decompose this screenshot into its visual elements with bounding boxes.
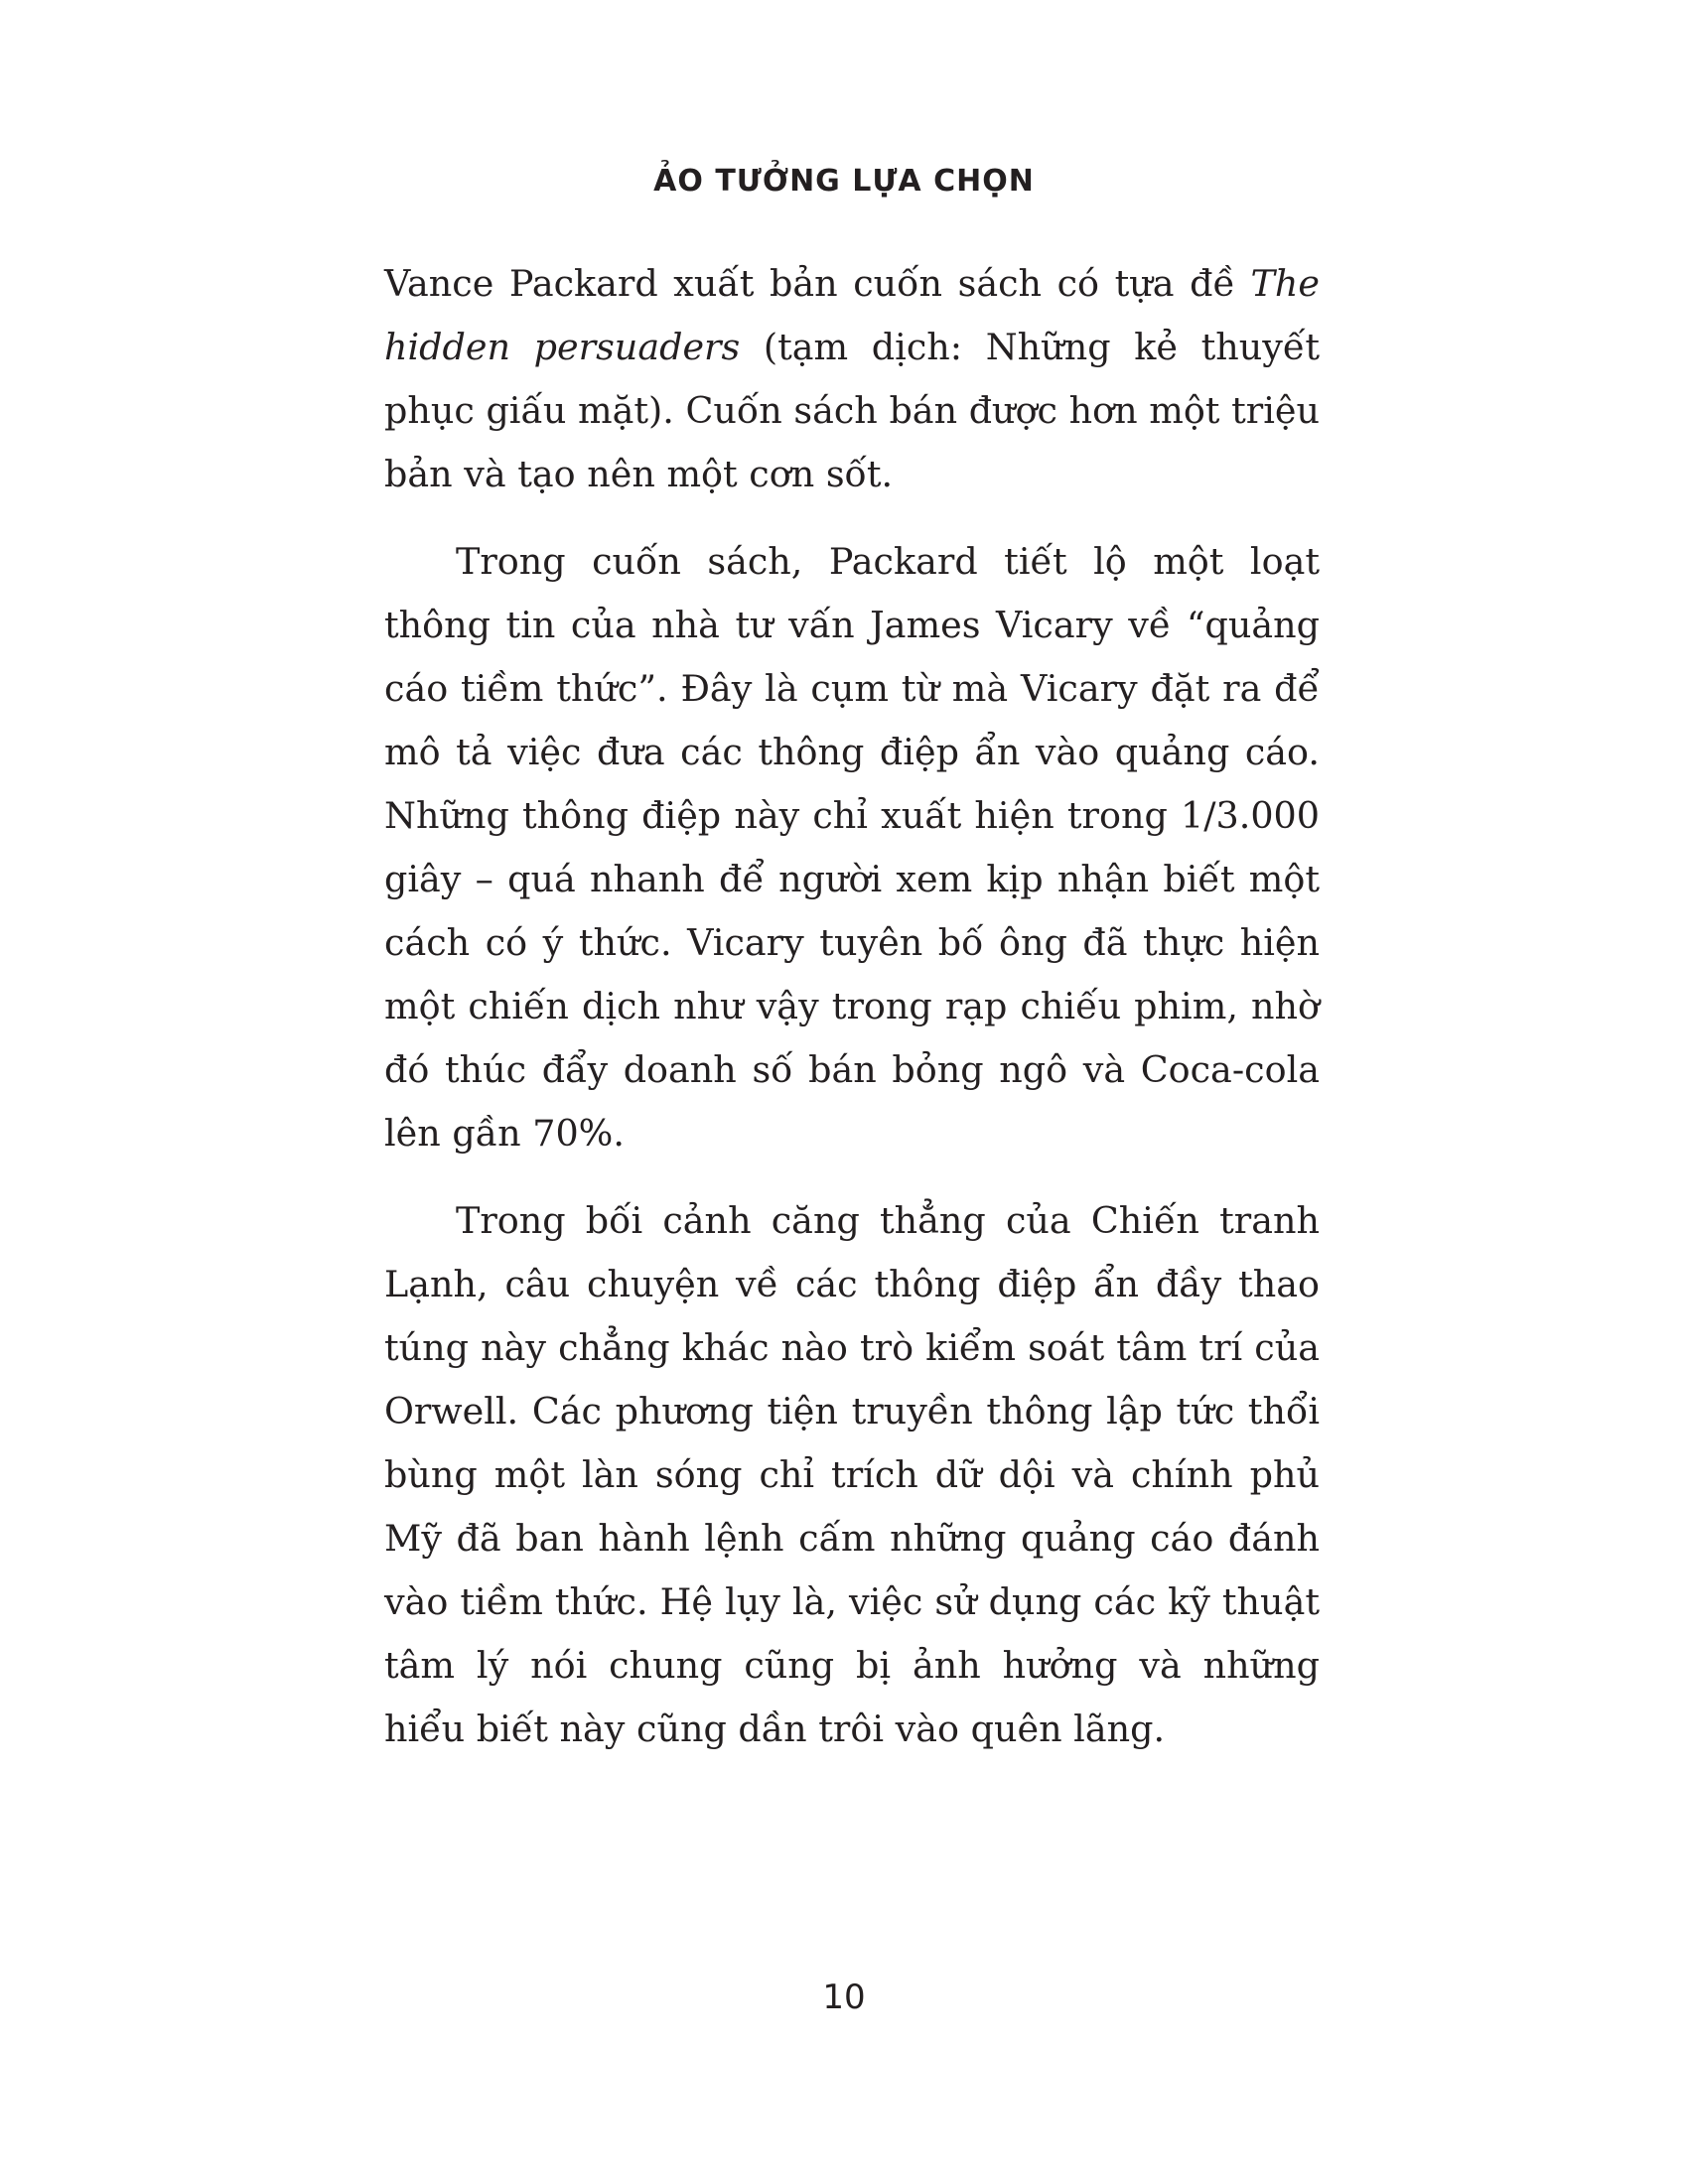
body-text <box>384 252 1320 1761</box>
running-header-title: ẢO TƯỞNG LỰA CHỌN <box>653 164 1035 199</box>
paragraph-1-text-after: (tạm dịch: Những kẻ thuyết phục giấu mặt). Cuốn sách bán được hơn một triệu bản và tạo nên một cơn sốt. <box>384 326 1321 495</box>
paragraph-3: Trong bối cảnh căng thẳng của Chiến tranh Lạnh, câu chuyện về các thông điệp ẩn đầy thao túng này chẳng khác nào trò kiểm soát tâm trí của Orwell. Các phương tiện truyền thông lập tức thổi bùng một làn sóng chỉ trích dữ dội và chính phủ Mỹ đã ban hành lệnh cấm những quảng cáo đánh vào tiềm thức. Hệ lụy là, việc sử dụng các kỹ thuật tâm lý nói chung cũng bị ảnh hưởng và những hiểu biết này cũng dần trôi vào quên lãng. <box>384 1199 1320 1750</box>
book-title-italic: The hidden persuaders <box>384 262 1320 368</box>
paragraph-1 <box>384 252 1320 506</box>
paragraph-2: Trong cuốn sách, Packard tiết lộ một loạt thông tin của nhà tư vấn James Vicary về “quảng cáo tiềm thức”. Đây là cụm từ mà Vicary đặt ra để mô tả việc đưa các thông điệp ẩn vào quảng cáo. Những thông điệp này chỉ xuất hiện trong 1/3.000 giây – quá nhanh để người xem kịp nhận biết một cách có ý thức. Vicary tuyên bố ông đã thực hiện một chiến dịch như vậy trong rạp chiếu phim, nhờ đó thúc đẩy doanh số bán bỏng ngô và Coca-cola lên gần 70%. <box>384 540 1320 1155</box>
paragraph-1-text-before: Vance Packard xuất bản cuốn sách có tựa đề <box>384 262 1251 305</box>
page-number: 10 <box>822 1978 866 2017</box>
